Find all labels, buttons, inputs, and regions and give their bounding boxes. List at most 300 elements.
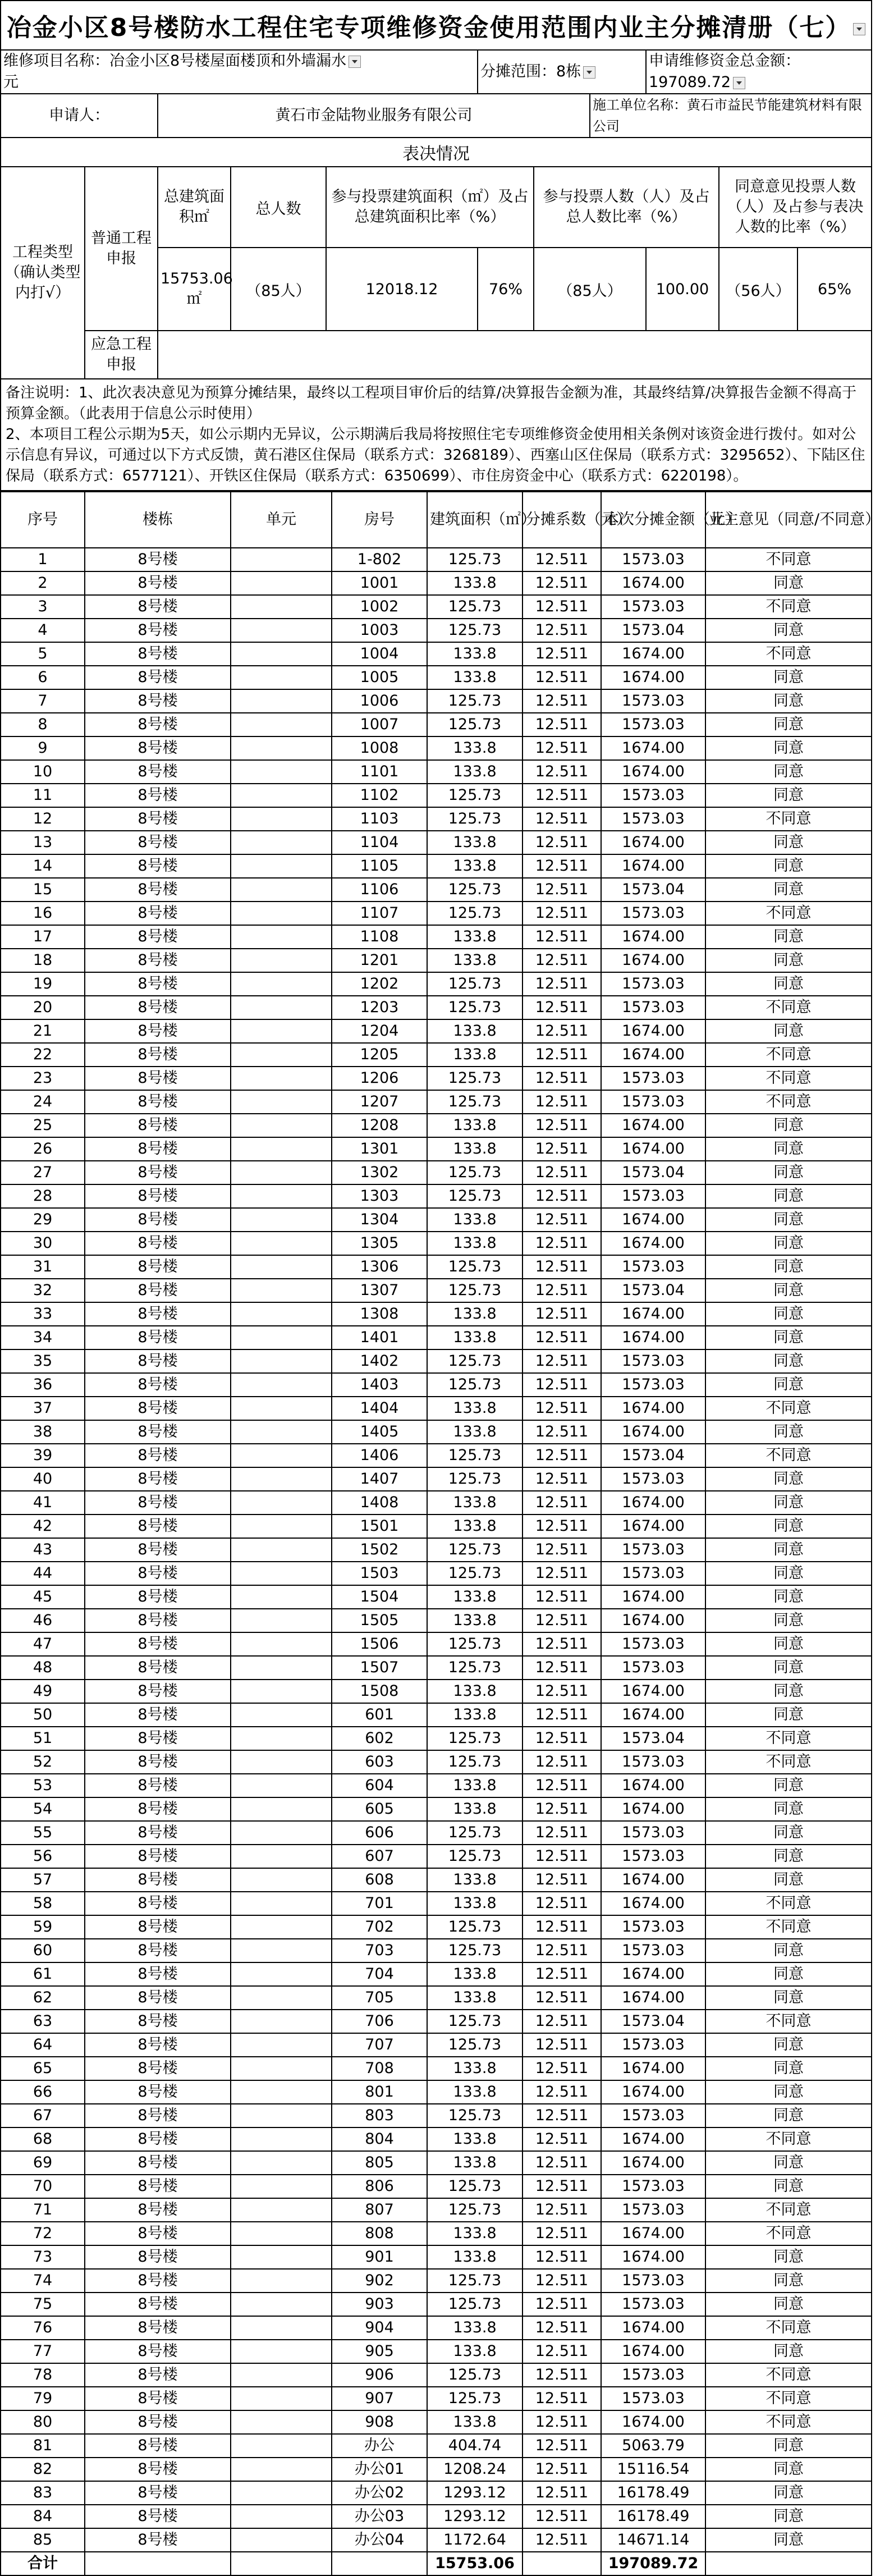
cell-room: 1404 [332,1397,427,1420]
cell-room: 901 [332,2245,427,2269]
cell-area: 133.8 [427,1326,522,1349]
cell-amount: 1674.00 [601,1703,705,1727]
cell-unit [231,949,332,972]
cell-building: 8号楼 [85,1114,231,1137]
cell-opinion: 同意 [705,1255,872,1279]
cell-area: 133.8 [427,1019,522,1043]
table-row [1,689,872,713]
cell-room: 1102 [332,784,427,807]
cell-area: 1293.12 [427,2481,522,2505]
cell-room: 1203 [332,996,427,1019]
cell-area: 133.8 [427,2410,522,2434]
table-row [1,996,872,1019]
cell-amount: 1573.03 [601,1349,705,1373]
cell-unit [231,1349,332,1373]
contractor-name: 施工单位名称：黄石市益民节能建筑材料有限公司 [590,94,872,138]
cell-coef: 12.511 [522,2245,601,2269]
cell-unit [231,2057,332,2080]
cell-area: 125.73 [427,1090,522,1114]
cell-amount: 1573.03 [601,1255,705,1279]
cell-room: 1205 [332,1043,427,1067]
filter-dropdown-icon[interactable] [349,56,361,68]
cell-seq: 4 [1,619,85,642]
cell-amount: 1573.03 [601,807,705,831]
cell-seq: 34 [1,1326,85,1349]
cell-room: 1004 [332,642,427,666]
cell-coef: 12.511 [522,1562,601,1585]
cell-area: 125.73 [427,1255,522,1279]
cell-room: 1204 [332,1019,427,1043]
cell-room: 902 [332,2269,427,2293]
table-row [1,2198,872,2222]
cell-building: 8号楼 [85,2528,231,2552]
cell-amount: 1573.03 [601,2363,705,2387]
cell-opinion: 同意 [705,1491,872,1515]
table-row [1,666,872,689]
cell-opinion: 不同意 [705,2316,872,2340]
cell-unit [231,1184,332,1208]
cell-opinion: 同意 [705,1515,872,1538]
cell-room: 808 [332,2222,427,2245]
cell-opinion: 同意 [705,1326,872,1349]
cell-unit [231,1114,332,1137]
cell-area: 133.8 [427,2340,522,2363]
cell-amount: 1674.00 [601,2410,705,2434]
filter-dropdown-icon[interactable] [733,77,745,89]
cell-room: 1007 [332,713,427,736]
cell-unit [231,1019,332,1043]
cell-room: 1202 [332,972,427,996]
cell-room: 801 [332,2080,427,2104]
cell-coef: 12.511 [522,1962,601,1986]
col-header-opinion: 业主意见（同意/不同意） [705,492,872,548]
cell-opinion: 同意 [705,1373,872,1397]
filter-dropdown-icon[interactable] [853,23,865,35]
cell-seq: 58 [1,1892,85,1915]
cell-unit [231,689,332,713]
cell-seq: 24 [1,1090,85,1114]
cell-amount: 1573.03 [601,2387,705,2410]
cell-amount: 1674.00 [601,854,705,878]
vote-people-pct: 100.00 [646,248,719,331]
cell-area: 404.74 [427,2434,522,2458]
cell-room: 1002 [332,595,427,619]
cell-building: 8号楼 [85,2505,231,2528]
table-row [1,1797,872,1821]
cell-coef: 12.511 [522,1845,601,1868]
cell-unit [231,2269,332,2293]
cell-opinion: 不同意 [705,807,872,831]
cell-opinion: 同意 [705,2057,872,2080]
cell-amount: 1573.03 [601,1467,705,1491]
cell-building: 8号楼 [85,1090,231,1114]
cell-area: 1208.24 [427,2458,522,2481]
cell-seq: 62 [1,1986,85,2010]
cell-building: 8号楼 [85,1420,231,1444]
cell-building: 8号楼 [85,1279,231,1302]
table-row [1,1892,872,1915]
cell-area: 133.8 [427,1208,522,1232]
cell-room: 1103 [332,807,427,831]
cell-amount: 1674.00 [601,1137,705,1161]
cell-seq: 72 [1,2222,85,2245]
cell-room: 807 [332,2198,427,2222]
cell-seq: 35 [1,1349,85,1373]
cell-opinion: 同意 [705,1868,872,1892]
cell-room: 1307 [332,1279,427,1302]
cell-room: 705 [332,1986,427,2010]
cell-amount: 1573.04 [601,1279,705,1302]
cell-amount: 1674.00 [601,1797,705,1821]
table-row [1,1302,872,1326]
cell-unit [231,996,332,1019]
cell-amount: 1674.00 [601,1774,705,1797]
cell-seq: 36 [1,1373,85,1397]
cell-unit [231,2033,332,2057]
cell-room: 1104 [332,831,427,854]
cell-unit [231,972,332,996]
table-row [1,571,872,595]
cell-seq: 77 [1,2340,85,2363]
cell-unit [231,2245,332,2269]
table-body [1,548,872,2552]
table-row [1,2151,872,2175]
cell-opinion: 不同意 [705,2410,872,2434]
cell-opinion: 不同意 [705,548,872,571]
table-row [1,642,872,666]
cell-unit [231,1892,332,1915]
cell-room: 803 [332,2104,427,2127]
cell-room: 1201 [332,949,427,972]
cell-seq: 85 [1,2528,85,2552]
cell-area: 1293.12 [427,2505,522,2528]
cell-room: 908 [332,2410,427,2434]
cell-opinion: 同意 [705,1467,872,1491]
cell-building: 8号楼 [85,1161,231,1184]
total-blank [332,2552,427,2575]
table-row [1,1067,872,1090]
cell-coef: 12.511 [522,1609,601,1632]
cell-building: 8号楼 [85,2198,231,2222]
cell-seq: 83 [1,2481,85,2505]
cell-seq: 53 [1,1774,85,1797]
cell-coef: 12.511 [522,784,601,807]
cell-area: 133.8 [427,760,522,784]
cell-unit [231,595,332,619]
cell-coef: 12.511 [522,2010,601,2033]
cell-seq: 46 [1,1609,85,1632]
cell-amount: 1674.00 [601,2151,705,2175]
cell-area: 125.73 [427,2175,522,2198]
cell-amount: 1674.00 [601,1114,705,1137]
filter-dropdown-icon[interactable] [583,66,595,79]
cell-amount: 1674.00 [601,642,705,666]
cell-seq: 5 [1,642,85,666]
cell-unit [231,1703,332,1727]
cell-coef: 12.511 [522,925,601,949]
vote-people-header: 参与投票人数（人）及占总人数比率（%） [534,167,719,248]
cell-amount: 1674.00 [601,2245,705,2269]
cell-room: 601 [332,1703,427,1727]
cell-opinion: 不同意 [705,1397,872,1420]
cell-seq: 55 [1,1821,85,1845]
table-row [1,2410,872,2434]
cell-unit [231,784,332,807]
col-header-coef: 分摊系数（元） [522,492,601,548]
cell-amount: 1674.00 [601,1892,705,1915]
cell-unit [231,1420,332,1444]
cell-seq: 18 [1,949,85,972]
cell-seq: 71 [1,2198,85,2222]
cell-amount: 1674.00 [601,1420,705,1444]
cell-building: 8号楼 [85,2458,231,2481]
vote-area-value: 12018.12 [326,248,478,331]
table-row [1,2033,872,2057]
cell-seq: 10 [1,760,85,784]
notes: 备注说明：1、此次表决意见为预算分摊结果，最终以工程项目审价后的结算/决算报告金额为准，其最终结算/决算报告金额不得高于预算金额。（此表用于信息公示时使用） 2、本项目工程公示期为5天，如公示期内无异议，公示期满后我局将按照住宅专项维修资金使用相关条例对该资金进行拨付。如对公示信息有异议，可通过以下方式反馈，黄石港区住保局（联系方式：3268189）、西塞山区住保局（联系方式：3295652）、下陆区住保局（联系方式：6577121）、开铁区住保局（联系方式：6350699）、市住房资金中心（联系方式：6220198）。 [1,379,872,491]
col-header-building: 楼栋 [85,492,231,548]
cell-area: 133.8 [427,1137,522,1161]
cell-room: 708 [332,2057,427,2080]
cell-unit [231,1279,332,1302]
cell-seq: 82 [1,2458,85,2481]
cell-unit [231,2340,332,2363]
cell-coef: 12.511 [522,689,601,713]
table-row [1,972,872,996]
cell-area: 133.8 [427,2057,522,2080]
cell-amount: 15116.54 [601,2458,705,2481]
cell-area: 133.8 [427,2316,522,2340]
cell-building: 8号楼 [85,548,231,571]
cell-room: 1508 [332,1680,427,1703]
cell-room: 703 [332,1939,427,1962]
cell-unit [231,2410,332,2434]
table-row [1,2293,872,2316]
cell-room: 1105 [332,854,427,878]
cell-building: 8号楼 [85,2363,231,2387]
cell-unit [231,1939,332,1962]
cell-area: 133.8 [427,831,522,854]
table-row [1,784,872,807]
cell-seq: 41 [1,1491,85,1515]
table-row [1,1397,872,1420]
table-row [1,1090,872,1114]
cell-area: 133.8 [427,2151,522,2175]
cell-opinion: 不同意 [705,2010,872,2033]
cell-seq: 30 [1,1232,85,1255]
cell-unit [231,548,332,571]
cell-amount: 1573.03 [601,1915,705,1939]
cell-area: 133.8 [427,1774,522,1797]
cell-opinion: 同意 [705,1797,872,1821]
cell-seq: 73 [1,2245,85,2269]
col-header-amount: 本次分摊金额（元） [601,492,705,548]
cell-coef: 12.511 [522,2528,601,2552]
cell-amount: 1573.03 [601,1939,705,1962]
cell-opinion: 同意 [705,1656,872,1680]
cell-unit [231,1043,332,1067]
cell-amount: 1573.03 [601,996,705,1019]
cell-building: 8号楼 [85,1397,231,1420]
cell-area: 125.73 [427,1915,522,1939]
table-row [1,1562,872,1585]
cell-room: 806 [332,2175,427,2198]
cell-area: 125.73 [427,996,522,1019]
cell-building: 8号楼 [85,1939,231,1962]
cell-room: 1106 [332,878,427,902]
agree-value: （56人） [719,248,797,331]
cell-room: 1504 [332,1585,427,1609]
cell-room: 1003 [332,619,427,642]
cell-opinion: 同意 [705,2340,872,2363]
cell-seq: 33 [1,1302,85,1326]
cell-area: 125.73 [427,2198,522,2222]
cell-area: 125.73 [427,972,522,996]
cell-opinion: 同意 [705,949,872,972]
cell-unit [231,1067,332,1090]
table-row [1,1986,872,2010]
cell-room: 1501 [332,1515,427,1538]
cell-room: 1207 [332,1090,427,1114]
cell-seq: 8 [1,713,85,736]
table-row [1,2269,872,2293]
cell-room: 805 [332,2151,427,2175]
cell-area: 125.73 [427,1444,522,1467]
table-row [1,831,872,854]
table-row [1,1939,872,1962]
cell-seq: 7 [1,689,85,713]
table-row [1,2222,872,2245]
cell-area: 125.73 [427,2363,522,2387]
cell-coef: 12.511 [522,1703,601,1727]
cell-opinion: 同意 [705,1279,872,1302]
cell-unit [231,2505,332,2528]
table-row [1,2127,872,2151]
cell-room: 604 [332,1774,427,1797]
cell-building: 8号楼 [85,1585,231,1609]
cell-unit [231,1302,332,1326]
vote-section-title: 表决情况 [1,138,872,167]
table-row [1,2010,872,2033]
cell-opinion: 同意 [705,2434,872,2458]
col-header-seq: 序号 [1,492,85,548]
cell-seq: 63 [1,2010,85,2033]
table-row [1,925,872,949]
table-row [1,1868,872,1892]
cell-room: 1101 [332,760,427,784]
cell-area: 133.8 [427,571,522,595]
cell-coef: 12.511 [522,1184,601,1208]
cell-building: 8号楼 [85,2080,231,2104]
cell-area: 125.73 [427,1750,522,1774]
cell-building: 8号楼 [85,2340,231,2363]
table-row [1,1208,872,1232]
cell-coef: 12.511 [522,1632,601,1656]
cell-room: 1503 [332,1562,427,1585]
cell-room: 1402 [332,1349,427,1373]
cell-seq: 31 [1,1255,85,1279]
table-row [1,1774,872,1797]
cell-unit [231,1232,332,1255]
cell-area: 133.8 [427,666,522,689]
cell-room: 602 [332,1727,427,1750]
cell-coef: 12.511 [522,2057,601,2080]
cell-opinion: 不同意 [705,1915,872,1939]
cell-coef: 12.511 [522,1585,601,1609]
cell-amount: 1674.00 [601,1609,705,1632]
cell-amount: 1674.00 [601,1326,705,1349]
cell-amount: 1674.00 [601,571,705,595]
cell-opinion: 不同意 [705,2222,872,2245]
table-row [1,1349,872,1373]
cell-seq: 47 [1,1632,85,1656]
cell-unit [231,1090,332,1114]
cell-seq: 16 [1,902,85,925]
cell-coef: 12.511 [522,1302,601,1326]
cell-amount: 1674.00 [601,1232,705,1255]
cell-room: 707 [332,2033,427,2057]
cell-area: 133.8 [427,642,522,666]
table-row [1,2505,872,2528]
total-area-header: 总建筑面积㎡ [158,167,231,248]
cell-amount: 1573.04 [601,1444,705,1467]
cell-unit [231,1397,332,1420]
cell-opinion: 同意 [705,1845,872,1868]
cell-room: 1408 [332,1491,427,1515]
cell-room: 607 [332,1845,427,1868]
cell-unit [231,1515,332,1538]
cell-unit [231,1562,332,1585]
cell-building: 8号楼 [85,1703,231,1727]
cell-room: 608 [332,1868,427,1892]
agree-pct: 65% [797,248,872,331]
cell-amount: 1573.04 [601,619,705,642]
cell-coef: 12.511 [522,619,601,642]
cell-room: 907 [332,2387,427,2410]
col-header-unit: 单元 [231,492,332,548]
cell-amount: 1674.00 [601,1962,705,1986]
cell-coef: 12.511 [522,2410,601,2434]
cell-seq: 80 [1,2410,85,2434]
cell-opinion: 同意 [705,2528,872,2552]
cell-amount: 1573.03 [601,1373,705,1397]
cell-unit [231,760,332,784]
applicant-name: 黄石市金陆物业服务有限公司 [158,94,590,138]
cell-opinion: 不同意 [705,642,872,666]
cell-coef: 12.511 [522,2340,601,2363]
cell-unit [231,736,332,760]
table-row [1,595,872,619]
cell-opinion: 同意 [705,2505,872,2528]
cell-seq: 64 [1,2033,85,2057]
cell-building: 8号楼 [85,784,231,807]
cell-room: 1506 [332,1632,427,1656]
cell-seq: 26 [1,1137,85,1161]
cell-coef: 12.511 [522,1161,601,1184]
cell-amount: 1573.03 [601,713,705,736]
cell-seq: 32 [1,1279,85,1302]
cell-building: 8号楼 [85,1609,231,1632]
cell-amount: 1674.00 [601,1019,705,1043]
cell-area: 125.73 [427,1373,522,1397]
table-row [1,736,872,760]
table-row [1,1137,872,1161]
table-row [1,2481,872,2505]
cell-building: 8号楼 [85,1467,231,1491]
cell-building: 8号楼 [85,571,231,595]
cell-area: 133.8 [427,1585,522,1609]
vote-area-header: 参与投票建筑面积（㎡）及占总建筑面积比率（%） [326,167,534,248]
